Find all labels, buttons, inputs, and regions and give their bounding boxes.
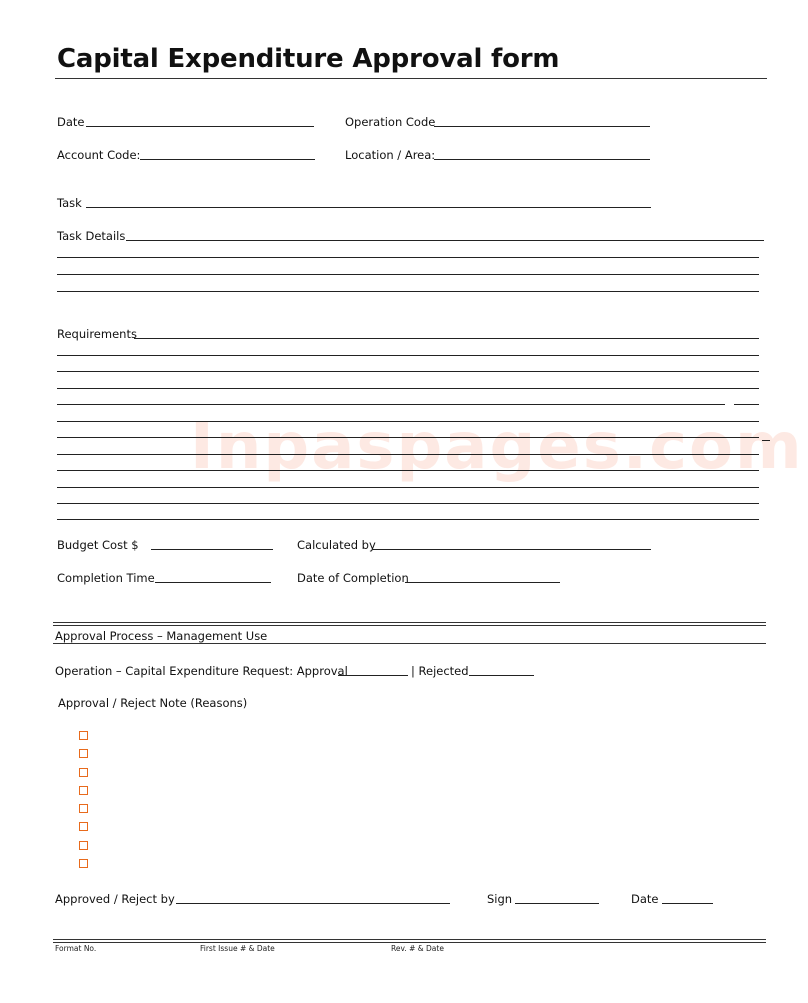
- date-label: Date: [57, 115, 85, 129]
- date-field[interactable]: [86, 126, 314, 127]
- sign-field[interactable]: [515, 903, 599, 904]
- requirements-line[interactable]: [734, 404, 759, 405]
- rev-label: Rev. # & Date: [391, 944, 444, 953]
- reason-checkbox[interactable]: [79, 804, 88, 813]
- requirements-label: Requirements: [57, 327, 137, 341]
- calculated-by-label: Calculated by: [297, 538, 376, 552]
- date-label: Date: [631, 892, 659, 906]
- date-of-completion-label: Date of Completion: [297, 571, 409, 585]
- location-area-field[interactable]: [434, 159, 650, 160]
- requirements-line[interactable]: [57, 355, 759, 356]
- date-field[interactable]: [662, 903, 713, 904]
- approval-field[interactable]: [338, 675, 408, 676]
- requirements-line[interactable]: [57, 454, 759, 455]
- approval-section-top-rule: [53, 622, 766, 626]
- task-details-line[interactable]: [126, 240, 764, 241]
- approval-request-label: Operation – Capital Expenditure Request: Approval: [55, 664, 348, 678]
- approved-by-field[interactable]: [176, 903, 450, 904]
- task-label: Task: [57, 196, 82, 210]
- approval-section-bottom-rule: [53, 643, 766, 644]
- reason-checkbox[interactable]: [79, 731, 88, 740]
- reason-checkbox[interactable]: [79, 749, 88, 758]
- requirements-line[interactable]: [57, 404, 725, 405]
- date-of-completion-field[interactable]: [405, 582, 560, 583]
- location-area-label: Location / Area:: [345, 148, 436, 162]
- requirements-line[interactable]: [57, 437, 759, 438]
- requirements-line[interactable]: [57, 470, 759, 471]
- reason-checkbox[interactable]: [79, 841, 88, 850]
- reason-checkbox[interactable]: [79, 768, 88, 777]
- completion-time-label: Completion Time: [57, 571, 155, 585]
- watermark: Inpaspages.com: [190, 410, 804, 484]
- approval-section-title: Approval Process – Management Use: [55, 629, 268, 643]
- task-details-line[interactable]: [57, 274, 759, 275]
- budget-cost-label: Budget Cost $: [57, 538, 139, 552]
- requirements-line[interactable]: [57, 388, 759, 389]
- task-details-label: Task Details: [57, 229, 126, 243]
- requirements-line[interactable]: [57, 421, 759, 422]
- requirements-line[interactable]: [57, 519, 759, 520]
- approved-by-label: Approved / Reject by: [55, 892, 175, 906]
- reason-checkbox[interactable]: [79, 859, 88, 868]
- requirements-line[interactable]: [57, 371, 759, 372]
- title-divider: [55, 78, 767, 79]
- approval-note-label: Approval / Reject Note (Reasons): [58, 696, 248, 710]
- operation-code-label: Operation Code: [345, 115, 436, 129]
- task-field[interactable]: [86, 207, 651, 208]
- account-code-field[interactable]: [140, 159, 315, 160]
- account-code-label: Account Code:: [57, 148, 141, 162]
- footer-rule: [53, 939, 766, 940]
- reason-checkbox[interactable]: [79, 822, 88, 831]
- first-issue-label: First Issue # & Date: [200, 944, 275, 953]
- footer-rule: [53, 942, 766, 943]
- requirements-line[interactable]: [762, 440, 770, 441]
- completion-time-field[interactable]: [155, 582, 271, 583]
- format-no-label: Format No.: [55, 944, 97, 953]
- rejected-label: | Rejected: [411, 664, 469, 678]
- requirements-line[interactable]: [134, 338, 759, 339]
- page-title: Capital Expenditure Approval form: [57, 44, 560, 74]
- task-details-line[interactable]: [57, 257, 759, 258]
- calculated-by-field[interactable]: [372, 549, 651, 550]
- budget-cost-field[interactable]: [151, 549, 273, 550]
- task-details-line[interactable]: [57, 291, 759, 292]
- requirements-line[interactable]: [57, 503, 759, 504]
- rejected-field[interactable]: [469, 675, 534, 676]
- sign-label: Sign: [487, 892, 513, 906]
- requirements-line[interactable]: [57, 487, 759, 488]
- operation-code-field[interactable]: [434, 126, 650, 127]
- reason-checkbox[interactable]: [79, 786, 88, 795]
